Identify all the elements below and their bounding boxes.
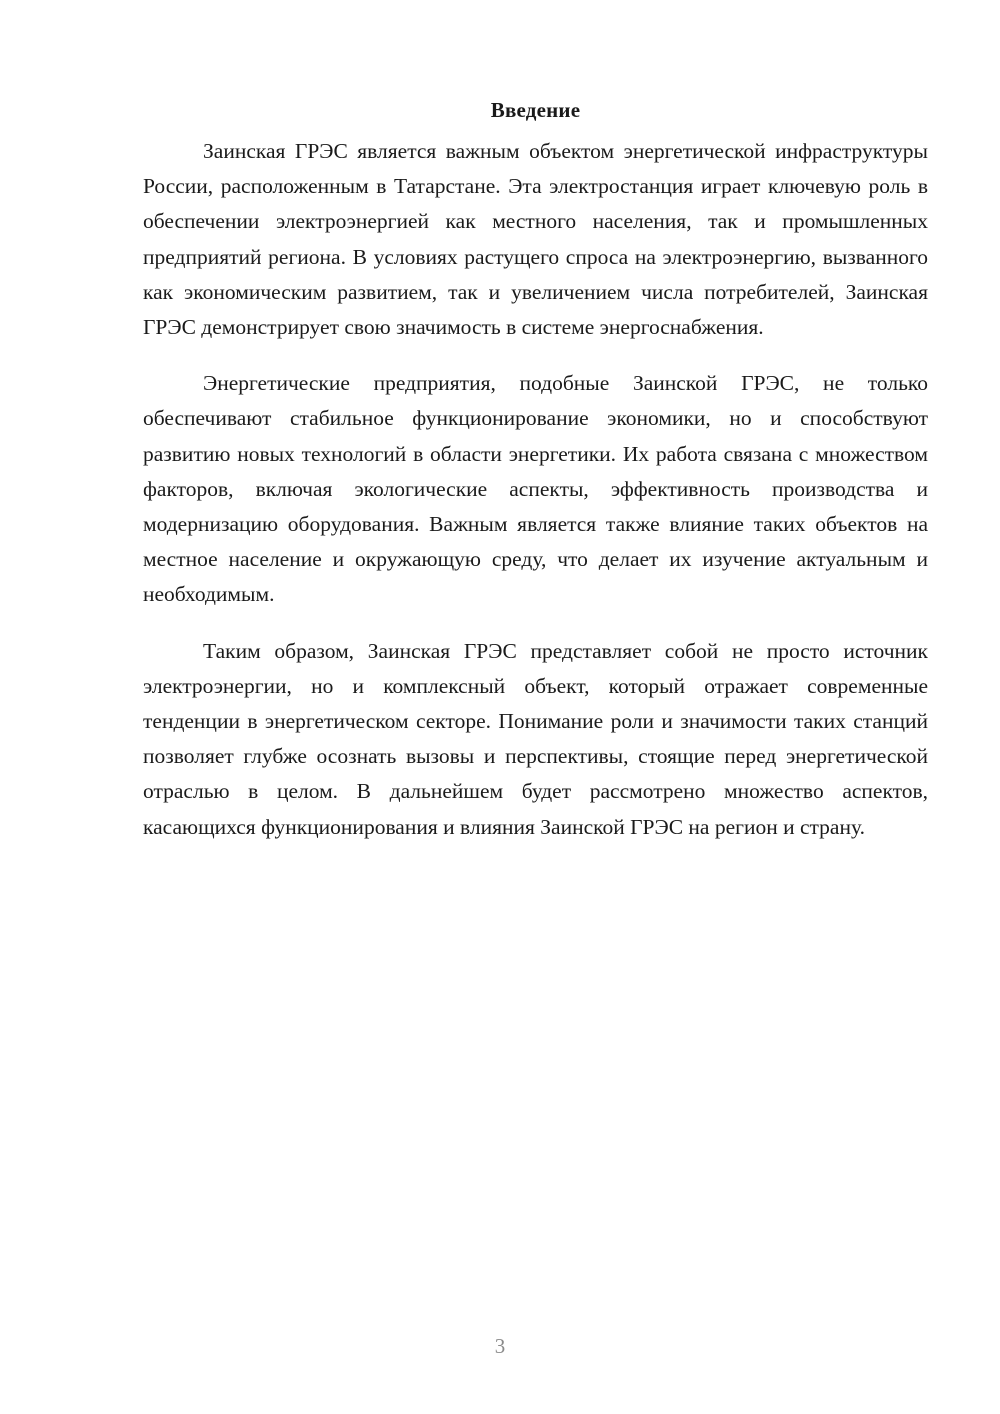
page-content [143, 92, 928, 866]
paragraph-1: Заинская ГРЭС является важным объектом энергетической инфраструктуры России, расположенным в Татарстане. Эта электростанция играет ключевую роль в обеспечении электроэнергией как местного населения, так и промышленных предприятий региона. В условиях растущего спроса на электроэнергию, вызванного как экономическим развитием, так и увеличением числа потребителей, Заинская ГРЭС демонстрирует свою значимость в системе энергоснабжения. [143, 139, 928, 340]
section-heading: Введение [490, 98, 581, 122]
paragraph-2: Энергетические предприятия, подобные Заинской ГРЭС, не только обеспечивают стабильное функционирование экономики, но и способствуют развитию новых технологий в области энергетики. Их работа связана с множеством факторов, включая экологические аспекты, эффективность производства и модернизацию оборудования. Важным является также влияние таких объектов на местное население и окружающую среду, что делает их изучение актуальным и необходимым. [143, 371, 928, 607]
paragraph-3: Таким образом, Заинская ГРЭС представляет собой не просто источник электроэнергии, но и комплексный объект, который отражает современные тенденции в энергетическом секторе. Понимание роли и значимости таких станций позволяет глубже осознать вызовы и перспективы, стоящие перед энергетической отраслью в целом. В дальнейшем будет рассмотрено множество аспектов, касающихся функционирования и влияния Заинской ГРЭС на регион и страну. [143, 638, 928, 839]
page-number: 3 [494, 1334, 506, 1358]
